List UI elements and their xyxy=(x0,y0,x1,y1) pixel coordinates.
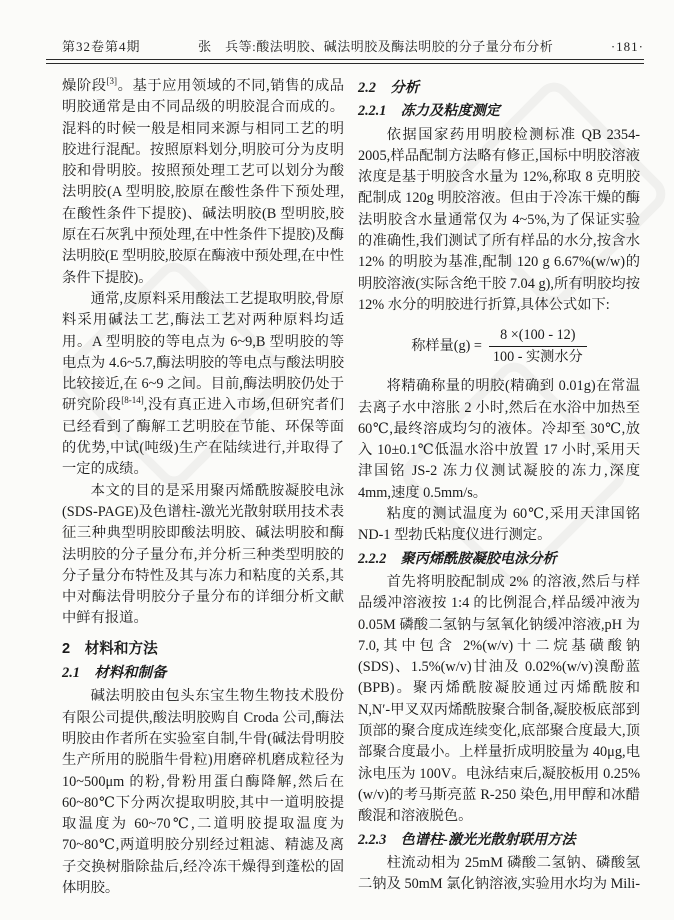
paragraph-text: 通常,皮原料采用酸法工艺提取明胶,骨原料采用碱法工艺,酶法工艺对两种原料均适用。A 型明胶的等电点为 6~9,B 型明胶的等电点为 4.6~5.7,酶法明胶的等电点与酸法明胶比较接近,在 6~9 之间。目前,酶法明胶仍处于研究阶段 xyxy=(62,290,344,414)
paragraph: 本文的目的是采用聚丙烯酰胺凝胶电泳(SDS-PAGE)及色谱柱-激光光散射联用技术表征三种典型明胶即酸法明胶、碱法明胶和酶法明胶的分子量分布,并分析三种类型明胶的分子量分布特性及其与冻力和粘度的关系,其中对酶法骨明胶分子量分布的详细分析文献中鲜有报道。 xyxy=(62,482,344,627)
paragraph: 柱流动相为 25mM 磷酸二氢钠、磷酸氢二钠及 50mM 氯化钠溶液,实验用水均为 Mili- xyxy=(358,854,640,893)
paragraph-text: 。基于应用领域的不同,销售的成品明胶通常是由不同品级的明胶混合而成的。混料的时候一般是相同来源与相同工艺的明胶进行混配。按照原料划分,明胶可分为皮明胶和骨明胶。按照预处理工艺可以划分为酸法明胶(A 型明胶,胶原在酸性条件下预处理,在酸性条件下提胶)、碱法明胶(B 型明胶,胶原在石灰乳中预处理,在中性条件下提胶)及酶法明胶(E 型明胶,胶原在酶液中预处理,在中性条件下提胶)。 xyxy=(62,78,344,286)
paragraph: 将精确称量的明胶(精确到 0.01g)在常温去离子水中溶胀 2 小时,然后在水浴中加热至 60℃,最终溶成均匀的液体。冷却至 30℃,放入 10±0.1℃低温水浴中放置 17 小时,采用天津国铭 JS-2 冻力仪测试凝胶的冻力,深度 4mm,速度 0.5mm/s。 xyxy=(358,378,640,501)
paragraph: 依据国家药用明胶检测标准 QB 2354-2005,样品配制方法略有修正,国标中明胶溶液浓度是基于明胶含水量为 12%,称取 8 克明胶配制成 120g 明胶溶液。但由于冷冻干燥的酶法明胶含水量通常仅为 4~5%,为了保证实验的准确性,我们测试了所有样品的水分,按含水 12% 的明胶为基准,配制 120 g 6.67%(w/w)的明胶溶液(实际含绝干胶 7.04 g),所有明胶均按 12% 水分的明胶进行折算,具体公式如下: xyxy=(358,126,640,313)
subsection-heading-materials-preparation: 2.1 材料和制备 xyxy=(62,665,167,682)
subsubsection-heading-sds-page: 2.2.2 聚丙烯酰胺凝胶电泳分析 xyxy=(358,550,557,567)
left-column xyxy=(62,76,344,914)
right-column xyxy=(358,76,640,914)
paragraph: 粘度的测试温度为 60℃,采用天津国铭 ND-1 型勃氏粘度仪进行测定。 xyxy=(358,506,640,544)
page-header xyxy=(46,36,644,55)
paragraph xyxy=(62,289,344,481)
section-heading-materials-methods: 2 材料和方法 xyxy=(62,640,158,657)
formula-numerator: 8 ×(100 - 12) xyxy=(489,326,587,347)
subsection-heading-analysis: 2.2 分析 xyxy=(358,80,420,96)
running-title: 张 兵等:酸法明胶、碱法明胶及酶法明胶的分子量分布分析 xyxy=(198,39,554,54)
journal-issue: 第32卷第4期 xyxy=(62,39,141,54)
page-number: ·181· xyxy=(610,39,644,54)
subsubsection-heading-sec-malls: 2.2.3 色谱柱-激光光散射联用方法 xyxy=(358,831,576,848)
citation-superscript: [3] xyxy=(106,76,118,87)
header-divider xyxy=(46,59,644,64)
formula-denominator: 100 - 实测水分 xyxy=(492,349,583,366)
formula-lhs: 称样量(g) = xyxy=(411,338,482,355)
subsubsection-heading-bloom-viscosity: 2.2.1 冻力及粘度测定 xyxy=(358,103,500,120)
sample-weight-formula xyxy=(358,326,640,367)
paragraph-text: ,没有真正进入市场,但研究者们已经看到了酶解工艺明胶在节能、环保等面的优势,中试(吨级)生产在陆续进行,并取得了一定的成绩。 xyxy=(62,397,345,478)
two-column-body xyxy=(62,76,640,914)
paragraph: 首先将明胶配制成 2% 的溶液,然后与样品缓冲溶液按 1:4 的比例混合,样品缓冲液为 0.05M 磷酸二氢钠与氢氧化钠缓冲溶液,pH 为 7.0,其中包含 2%(w/v)十二烷基磺酸钠(SDS)、1.5%(w/v)甘油及 0.02%(w/v)溴酚蓝(BPB)。聚丙烯酰胺凝胶通过丙烯酰胺和 N,N′-甲叉双丙烯酰胺聚合制备,凝胶板底部到顶部的聚合度成连续变化,底部聚合度最大,顶部聚合度最小。上样量折成明胶量为 40μg,电泳电压为 100V。电泳结束后,凝胶板用 0.25%(w/v)的考马斯亮蓝 R-250 染色,用甲醇和冰醋酸混和溶液脱色。 xyxy=(358,573,640,825)
citation-superscript: [8-14] xyxy=(121,395,144,406)
paragraph-text: 燥阶段 xyxy=(62,78,107,94)
formula-fraction xyxy=(489,326,587,367)
paragraph: 碱法明胶由包头东宝生物生物技术股份有限公司提供,酸法明胶购自 Croda 公司,酶法明胶由作者所在实验室自制,牛骨(碱法骨明胶生产所用的脱脂牛骨粒)用磨碎机磨成粒径为 10~500μm 的粉,骨粉用蛋白酶降解,然后在 60~80℃下分两次提取明胶,其中一道明胶提取温度为 60~70℃,二道明胶提取温度为 70~80℃,两道明胶分别经过粗滤、精滤及离子交换树脂除盐后,经冷冻干燥得到蓬松的固体明胶。 xyxy=(62,688,344,896)
paragraph-continuation xyxy=(62,76,344,289)
